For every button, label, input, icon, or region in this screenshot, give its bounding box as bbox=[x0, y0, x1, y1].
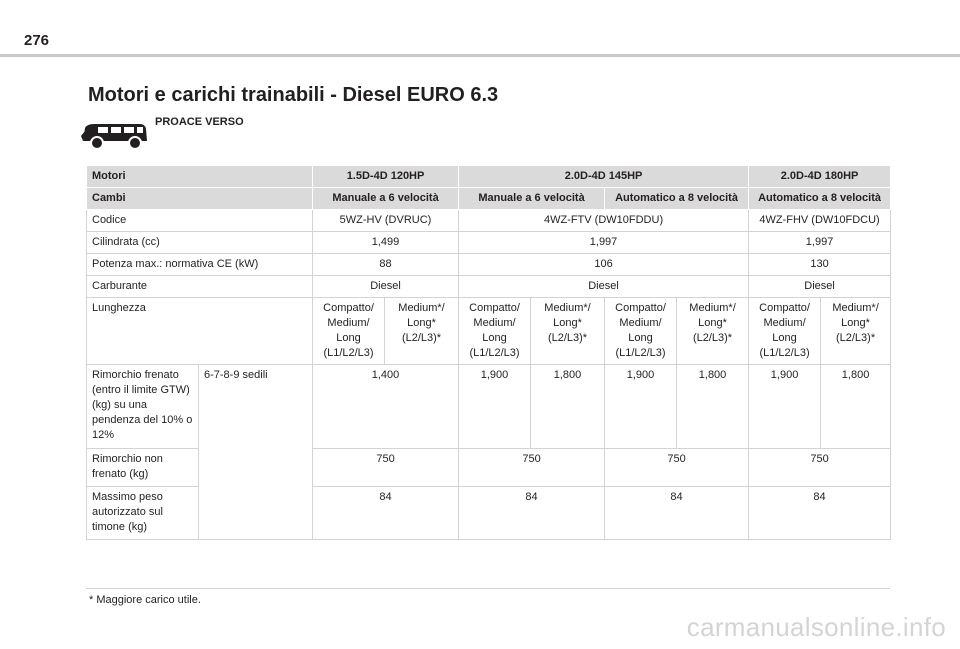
table-row bbox=[87, 276, 891, 298]
table-cell: 1,400 bbox=[313, 365, 459, 449]
table-cell: Medium*/ Long* (L2/L3)* bbox=[531, 298, 605, 365]
table-cell: 1,997 bbox=[749, 232, 891, 254]
table-cell: Medium*/ Long* (L2/L3)* bbox=[385, 298, 459, 365]
row-label: Massimo peso autorizzato sul timone (kg) bbox=[87, 487, 199, 540]
table-row bbox=[87, 166, 891, 188]
table-row bbox=[87, 232, 891, 254]
gearbox-header: Automatico a 8 velocità bbox=[749, 188, 891, 210]
table-cell: Medium*/ Long* (L2/L3)* bbox=[821, 298, 891, 365]
table-cell: 1,499 bbox=[313, 232, 459, 254]
table-cell: Diesel bbox=[459, 276, 749, 298]
table-cell: Diesel bbox=[313, 276, 459, 298]
cambi-label: Cambi bbox=[87, 188, 313, 210]
page-title: Motori e carichi trainabili - Diesel EURO 6.3 bbox=[88, 84, 499, 106]
table-cell: 4WZ-FHV (DW10FDCU) bbox=[749, 210, 891, 232]
table-cell: 1,900 bbox=[459, 365, 531, 449]
table-cell: 84 bbox=[313, 487, 459, 540]
table-cell: 1,900 bbox=[605, 365, 677, 449]
row-label: Codice bbox=[87, 210, 313, 232]
table-row bbox=[87, 188, 891, 210]
seats-label: 6-7-8-9 sedili bbox=[199, 365, 313, 540]
table-cell: Compatto/ Medium/ Long (L1/L2/L3) bbox=[605, 298, 677, 365]
table-cell: 106 bbox=[459, 254, 749, 276]
table-cell: 84 bbox=[605, 487, 749, 540]
specs-table bbox=[86, 165, 891, 540]
watermark: carmanualsonline.info bbox=[686, 612, 946, 642]
table-cell: 5WZ-HV (DVRUC) bbox=[313, 210, 459, 232]
engine-header: 2.0D-4D 180HP bbox=[749, 166, 891, 188]
row-label: Carburante bbox=[87, 276, 313, 298]
table-row bbox=[87, 254, 891, 276]
table-cell: 750 bbox=[605, 449, 749, 487]
table-cell: 1,997 bbox=[459, 232, 749, 254]
vehicle-name: PROACE VERSO bbox=[155, 116, 244, 128]
table-cell: 88 bbox=[313, 254, 459, 276]
table-cell: Diesel bbox=[749, 276, 891, 298]
van-icon bbox=[80, 116, 150, 152]
table-cell: 750 bbox=[459, 449, 605, 487]
row-label: Potenza max.: normativa CE (kW) bbox=[87, 254, 313, 276]
table-cell: 1,800 bbox=[821, 365, 891, 449]
table-cell: Compatto/ Medium/ Long (L1/L2/L3) bbox=[313, 298, 385, 365]
table-cell: 4WZ-FTV (DW10FDDU) bbox=[459, 210, 749, 232]
row-label: Rimorchio non frenato (kg) bbox=[87, 449, 199, 487]
table-cell: 84 bbox=[749, 487, 891, 540]
footnote-divider bbox=[86, 588, 890, 589]
table-row bbox=[87, 298, 891, 365]
table-cell: 1,900 bbox=[749, 365, 821, 449]
row-label: Lunghezza bbox=[87, 298, 313, 365]
gearbox-header: Automatico a 8 velocità bbox=[605, 188, 749, 210]
row-label: Cilindrata (cc) bbox=[87, 232, 313, 254]
table-cell: 130 bbox=[749, 254, 891, 276]
table-cell: Compatto/ Medium/ Long (L1/L2/L3) bbox=[459, 298, 531, 365]
engine-header: 2.0D-4D 145HP bbox=[459, 166, 749, 188]
table-row bbox=[87, 210, 891, 232]
table-cell: Compatto/ Medium/ Long (L1/L2/L3) bbox=[749, 298, 821, 365]
table-row bbox=[87, 365, 891, 449]
motori-label: Motori bbox=[87, 166, 313, 188]
gearbox-header: Manuale a 6 velocità bbox=[459, 188, 605, 210]
table-cell: Medium*/ Long* (L2/L3)* bbox=[677, 298, 749, 365]
table-cell: 750 bbox=[749, 449, 891, 487]
row-label: Rimorchio frenato (entro il limite GTW) (kg) su una pendenza del 10% o 12% bbox=[87, 365, 199, 449]
table-cell: 84 bbox=[459, 487, 605, 540]
table-cell: 750 bbox=[313, 449, 459, 487]
table-cell: 1,800 bbox=[677, 365, 749, 449]
gearbox-header: Manuale a 6 velocità bbox=[313, 188, 459, 210]
table-cell: 1,800 bbox=[531, 365, 605, 449]
engine-header: 1.5D-4D 120HP bbox=[313, 166, 459, 188]
page-number: 276 bbox=[24, 32, 50, 49]
top-divider bbox=[0, 54, 960, 57]
footnote: * Maggiore carico utile. bbox=[89, 594, 201, 606]
